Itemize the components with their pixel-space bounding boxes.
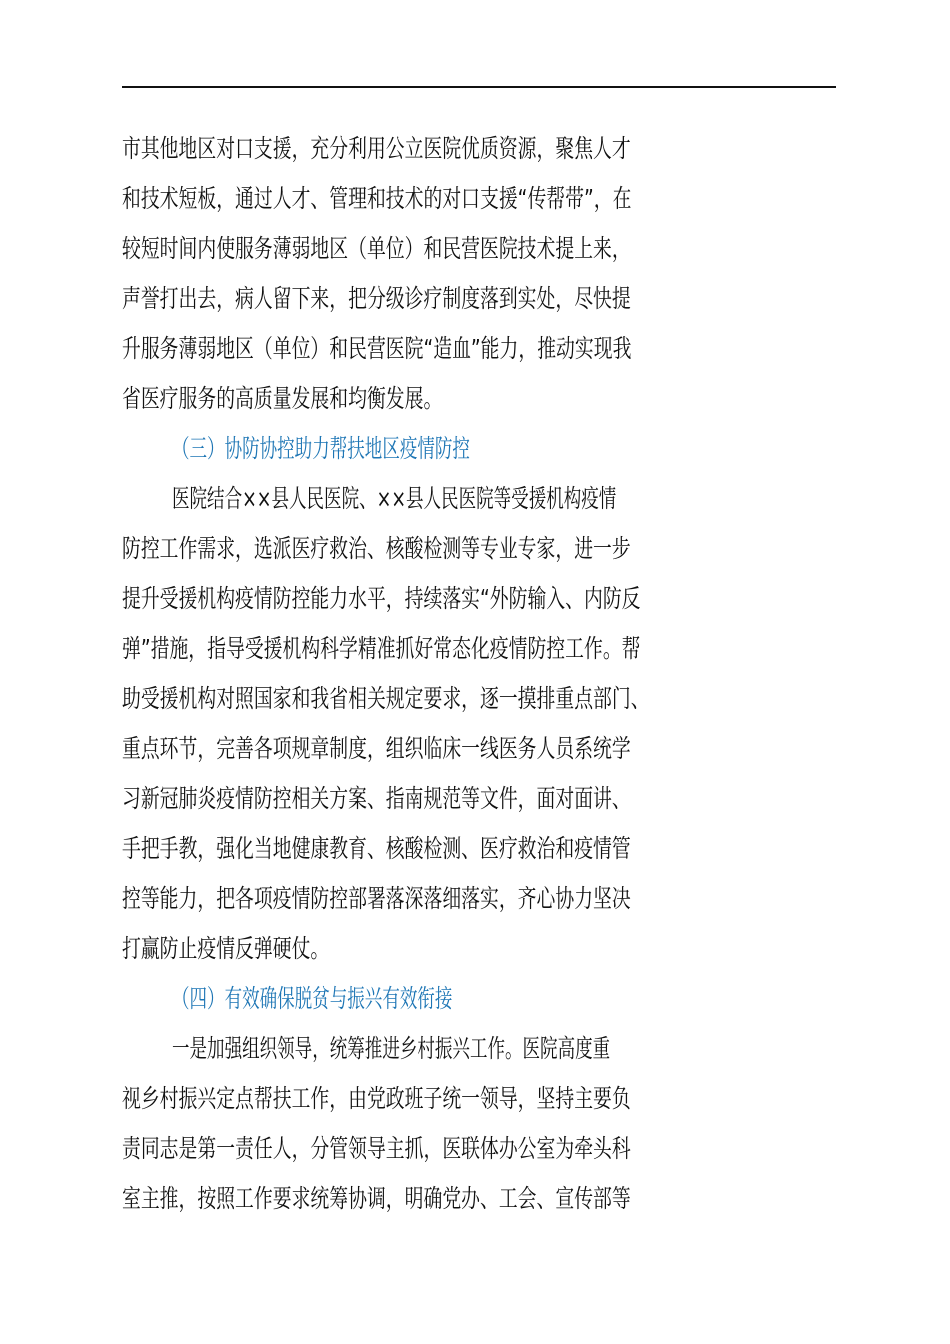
section-heading: （四）有效确保脱贫与振兴有效衔接	[172, 984, 453, 1013]
body-line: 市其他地区对口支援，充分利用公立医院优质资源，聚焦人才	[122, 134, 631, 163]
body-line: 声誉打出去，病人留下来，把分级诊疗制度落到实处，尽快提	[122, 284, 631, 313]
body-line: 医院结合××县人民医院、××县人民医院等受援机构疫情	[172, 484, 617, 513]
body-line: 一是加强组织领导，统筹推进乡村振兴工作。医院高度重	[172, 1034, 611, 1063]
body-line: 防控工作需求，选派医疗救治、核酸检测等专业专家，进一步	[122, 534, 631, 563]
body-line: 手把手教，强化当地健康教育、核酸检测、医疗救治和疫情管	[122, 834, 631, 863]
body-line: 习新冠肺炎疫情防控相关方案、指南规范等文件，面对面讲、	[122, 784, 631, 813]
header-rule	[122, 86, 836, 88]
body-line: 控等能力，把各项疫情防控部署落深落细落实，齐心协力坚决	[122, 884, 631, 913]
body-line: 重点环节，完善各项规章制度，组织临床一线医务人员系统学	[122, 734, 631, 763]
body-line: 升服务薄弱地区（单位）和民营医院“造血”能力，推动实现我	[122, 334, 632, 363]
body-line: 弹”措施，指导受援机构科学精准抓好常态化疫情防控工作。帮	[122, 634, 641, 663]
body-line: 较短时间内使服务薄弱地区（单位）和民营医院技术提上来，	[122, 234, 631, 263]
body-line: 提升受援机构疫情防控能力水平，持续落实“外防输入、内防反	[122, 584, 641, 613]
body-line: 省医疗服务的高质量发展和均衡发展。	[122, 384, 443, 413]
body-line: 视乡村振兴定点帮扶工作，由党政班子统一领导，坚持主要负	[122, 1084, 631, 1113]
body-line: 责同志是第一责任人，分管领导主抓，医联体办公室为牵头科	[122, 1134, 631, 1163]
body-line: 打赢防止疫情反弹硬仗。	[122, 934, 330, 963]
body-line: 助受援机构对照国家和我省相关规定要求，逐一摸排重点部门、	[122, 684, 650, 713]
body-line: 和技术短板，通过人才、管理和技术的对口支援“传帮带”，在	[122, 184, 632, 213]
body-line: 室主推，按照工作要求统筹协调，明确党办、工会、宣传部等	[122, 1184, 631, 1213]
section-heading: （三）协防协控助力帮扶地区疫情防控	[172, 434, 470, 463]
